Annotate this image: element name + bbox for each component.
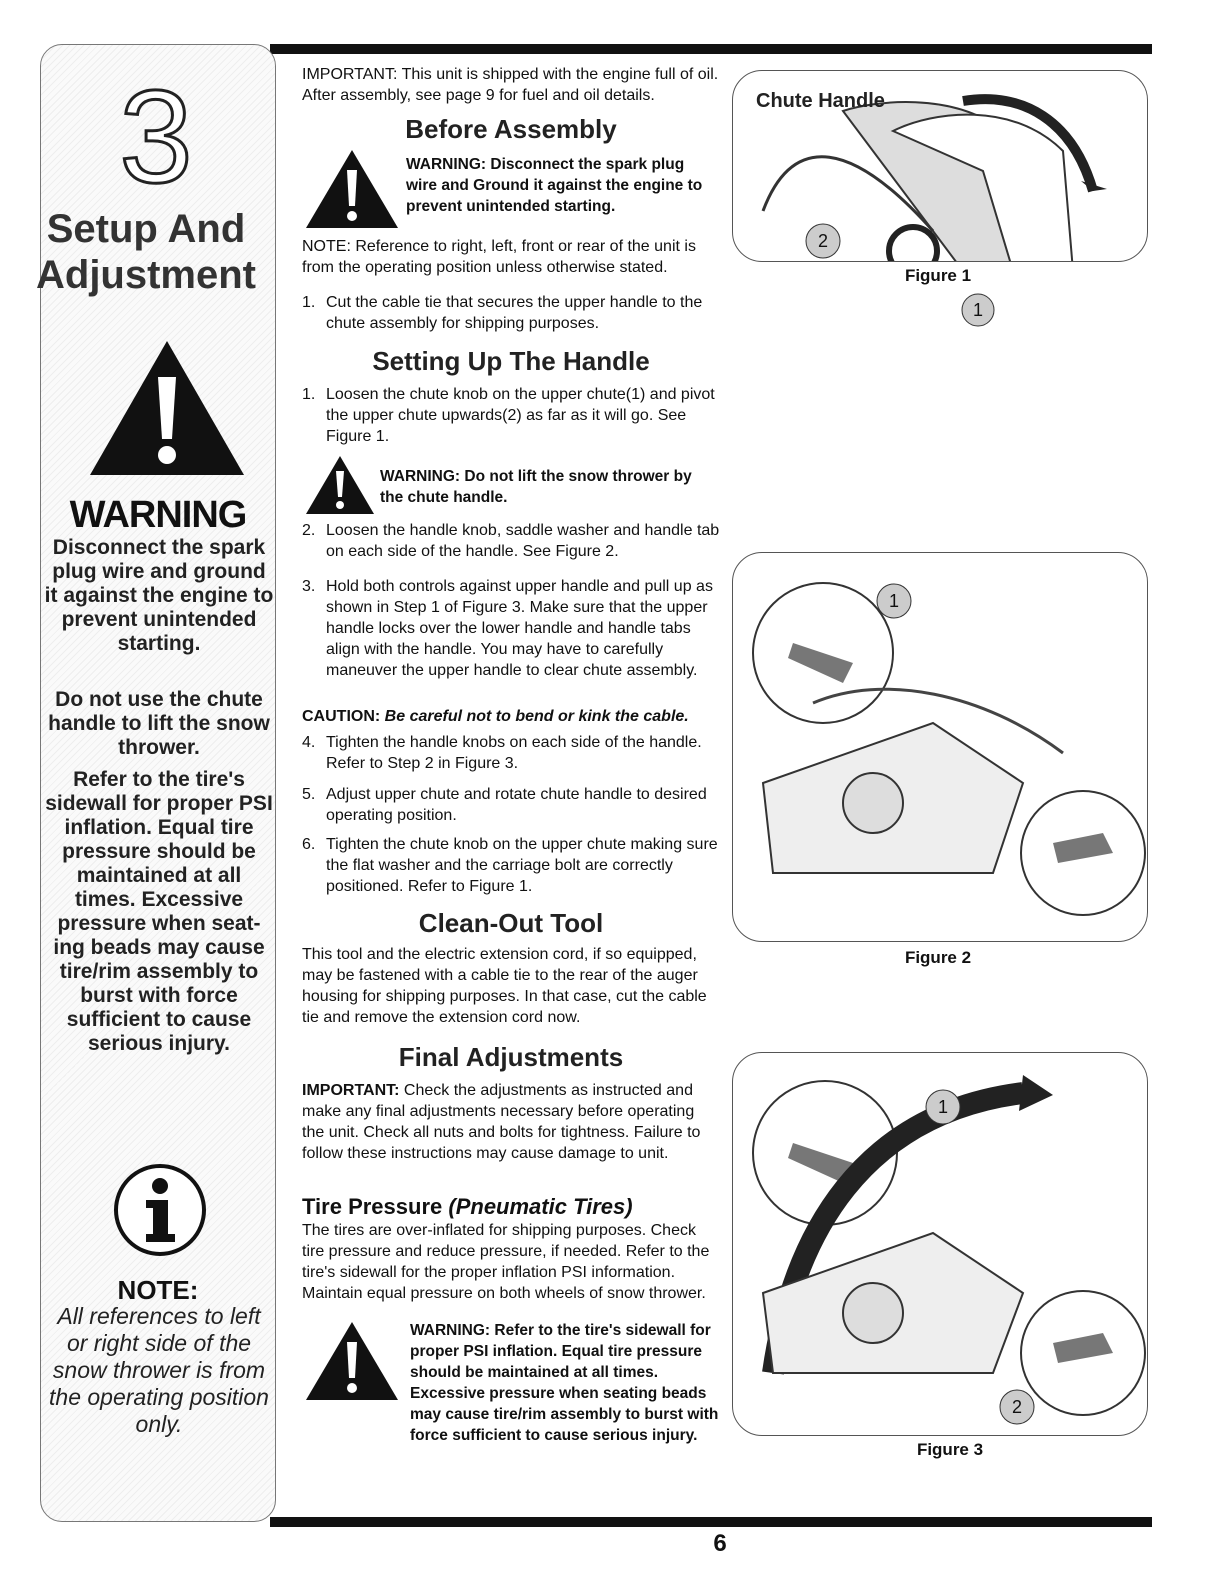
step-number: 6. (302, 836, 316, 853)
page-number: 6 (713, 1530, 727, 1557)
important-text: Check the adjustments as instructed and make any final adjustments necessary before operating the unit. Check all nuts and bolts for tightness. Failure to follow these instructions may cause damage to unit. (302, 1082, 701, 1162)
step-text: Tighten the chute knob on the upper chute making sure the flat washer and the carriage bolt are correctly positioned. Refer to Figure 1. (326, 836, 718, 895)
heading-clean-out-tool: Clean-Out Tool (418, 908, 604, 938)
setting-up-step6 (302, 834, 722, 897)
warning-triangle-icon (304, 148, 400, 230)
bottom-rule (270, 1517, 1152, 1527)
warning-triangle-icon (304, 1320, 400, 1402)
tire-text: The tires are over-inflated for shipping purposes. Check tire pressure and reduce pressure, if needed. Refer to the tire's sidewall for the proper inflation PSI information. Maintain equal pressure on both wheels of snow thrower. (302, 1222, 710, 1302)
callout-2: 2 (817, 231, 829, 251)
sidebar-note-text: All references to left or right side of the snow thrower is from the operating position only. (49, 1303, 269, 1437)
caution-line (302, 706, 722, 727)
step-number: 4. (302, 734, 316, 751)
svg-text:1: 1 (888, 591, 900, 611)
tire-heading: Tire Pressure (302, 1194, 443, 1219)
setting-up-step4 (302, 732, 722, 774)
setting-up-step2 (302, 520, 722, 562)
step-number: 1. (302, 386, 316, 403)
setting-up-step1 (302, 384, 722, 447)
sidebar-warning-p2: Do not use the chute handle to lift the snow thrower. (48, 688, 270, 759)
before-assembly-warning: WARNING: Disconnect the spark plug wire and Ground it against the engine to prevent unintended starting. (406, 156, 703, 215)
before-assembly-note: NOTE: Reference to right, left, front or rear of the unit is from the operating position unless otherwise stated. (302, 238, 696, 276)
important-label: IMPORTANT: (302, 1082, 400, 1099)
sidebar-note-title: NOTE: (117, 1275, 199, 1305)
step-number: 5. (302, 786, 316, 803)
setting-up-warning: WARNING: Do not lift the snow thrower by the chute handle. (380, 468, 692, 506)
clean-out-text: This tool and the electric extension cord, if so equipped, may be fastened with a cable tie to the rear of the auger housing for shipping purposes. In that case, cut the cable tie and remove the extension cord now. (302, 946, 707, 1026)
figure-2-drawing (733, 553, 1148, 942)
important-intro: IMPORTANT: This unit is shipped with the engine full of oil. After assembly, see page 9 for fuel and oil details. (302, 66, 719, 104)
heading-setting-up-handle: Setting Up The Handle (372, 346, 650, 376)
chapter-title-line1: Setup And (46, 207, 246, 251)
figure-1-label: Chute Handle (756, 90, 885, 112)
figure-3-callout-1 (924, 1088, 962, 1126)
final-important (302, 1080, 720, 1164)
chapter-number: 3 (119, 80, 193, 192)
chapter-number-badge (100, 80, 212, 192)
info-icon (112, 1162, 208, 1258)
step-text: Adjust upper chute and rotate chute handle to desired operating position. (326, 786, 707, 824)
heading-tire-pressure (302, 1194, 722, 1220)
step-text: Hold both controls against upper handle and pull up as shown in Step 1 of Figure 3. Make sure that the upper handle locks over the lower handle and handle tabs align with the handle. You may have to carefully maneuver the upper handle to clear chute assembly. (326, 578, 713, 679)
caution-label: CAUTION: (302, 708, 381, 725)
heading-before-assembly: Before Assembly (405, 114, 617, 144)
tire-heading-italic: (Pneumatic Tires) (448, 1194, 633, 1219)
warning-triangle-icon (86, 337, 248, 479)
warning-triangle-icon (304, 454, 376, 516)
step-number: 2. (302, 522, 316, 539)
heading-final-adjustments: Final Adjustments (398, 1042, 624, 1072)
step-text: Cut the cable tie that secures the upper handle to the chute assembly for shipping purposes. (326, 294, 703, 332)
chapter-title (30, 206, 262, 298)
tire-warning: WARNING: Refer to the tire's sidewall for proper PSI inflation. Equal tire pressure should be maintained at all times. Excessive pressure when seating beads may cause tire/rim assembly to burst with force sufficient to cause serious injury. (410, 1322, 719, 1444)
svg-text:1: 1 (972, 300, 984, 320)
step-number: 1. (302, 294, 316, 311)
chapter-title-line2: Adjustment (36, 253, 256, 297)
figure-1-caption: Figure 1 (904, 266, 972, 285)
setting-up-step5 (302, 784, 722, 826)
step-text: Loosen the chute knob on the upper chute(1) and pivot the upper chute upwards(2) as far as it will go. See Figure 1. (326, 386, 715, 445)
before-assembly-step1 (302, 292, 722, 334)
svg-text:1: 1 (937, 1097, 949, 1117)
sidebar-warning-p1: Disconnect the spark plug wire and ground it against the engine to prevent unintended starting. (44, 536, 274, 655)
setting-up-step3 (302, 576, 722, 681)
figure-2-caption: Figure 2 (904, 948, 972, 967)
step-number: 3. (302, 578, 316, 595)
sidebar-warning-title: WARNING (69, 494, 247, 536)
figure-1-callout-1 (960, 292, 996, 328)
figure-2-illustration (732, 552, 1148, 942)
sidebar-warning-p3: Refer to the tire's sidewall for proper PSI inflation. Equal tire pressure should be maintained at all times. Excessive pressure when seat-ing beads may cause tire/rim assembly to burst with force sufficient to cause serious injury. (45, 768, 273, 1055)
figure-2-callout-1 (875, 582, 913, 620)
step-text: Loosen the handle knob, saddle washer and handle tab on each side of the handle. See Figure 2. (326, 522, 720, 560)
step-text: Tighten the handle knobs on each side of the handle. Refer to Step 2 in Figure 3. (326, 734, 702, 772)
figure-3-callout-2 (998, 1388, 1036, 1426)
figure-3-caption: Figure 3 (916, 1440, 984, 1459)
top-rule (270, 44, 1152, 54)
caution-text: Be careful not to bend or kink the cable. (384, 708, 689, 725)
svg-text:2: 2 (1011, 1397, 1023, 1417)
